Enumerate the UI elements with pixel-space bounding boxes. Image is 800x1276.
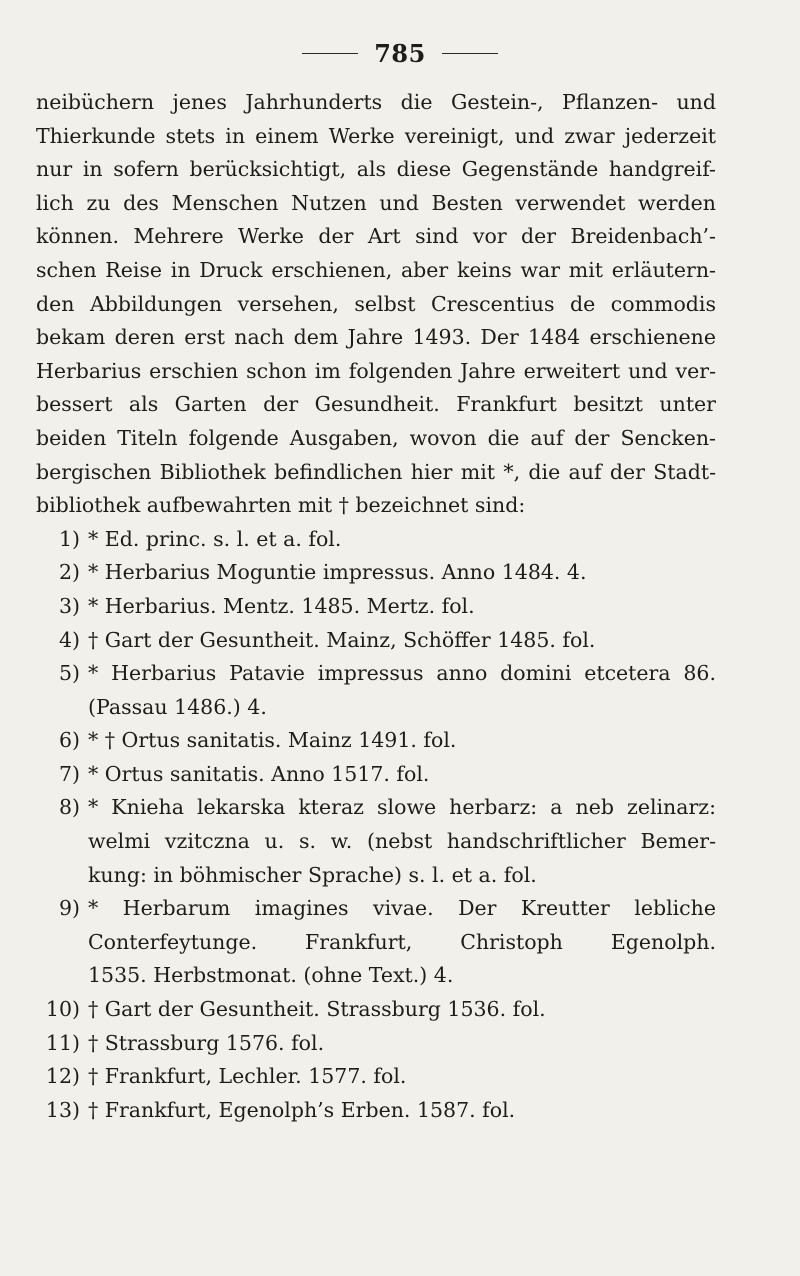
item-number: 1) <box>58 526 80 551</box>
item-text-continuation: Conterfeytunge. Frankfurt, Christoph Egenolph. <box>88 929 716 954</box>
page-number: 785 <box>374 38 426 68</box>
item-number: 9) <box>58 896 80 921</box>
item-number: 4) <box>58 627 80 652</box>
item-number: 11) <box>45 1030 80 1055</box>
item-text: * Ed. princ. s. l. et a. fol. <box>88 526 342 551</box>
item-text: * Herbarius Moguntie impressus. Anno 1484. 4. <box>88 560 587 585</box>
item-text: † Strassburg 1576. fol. <box>88 1030 325 1055</box>
text-line: bibliothek aufbewahrten mit † bezeichnet sind: <box>36 493 526 518</box>
text-line: können. Mehrere Werke der Art sind vor der Breidenbach’- <box>36 224 716 249</box>
list-item <box>36 724 716 758</box>
item-number: 3) <box>58 593 80 618</box>
list-item <box>36 556 716 590</box>
page-header <box>0 38 800 68</box>
list-item <box>36 791 716 825</box>
list-item <box>36 758 716 792</box>
list-item <box>36 993 716 1027</box>
text-line: beiden Titeln folgende Ausgaben, wovon die auf der Sencken- <box>36 425 716 450</box>
item-text: * Knieha lekarska kteraz slowe herbarz: a neb zelinarz: <box>88 795 716 820</box>
item-number: 13) <box>45 1097 80 1122</box>
item-text: * Herbarius. Mentz. 1485. Mertz. fol. <box>88 593 475 618</box>
page-body <box>36 86 716 1127</box>
text-line: Thierkunde stets in einem Werke vereinigt, und zwar jederzeit <box>36 123 716 148</box>
item-number: 10) <box>45 997 80 1022</box>
item-number: 7) <box>58 761 80 786</box>
text-line: bekam deren erst nach dem Jahre 1493. Der 1484 erschienene <box>36 325 716 350</box>
item-text-continuation: 1535. Herbstmonat. (ohne Text.) 4. <box>88 963 454 988</box>
text-line: bessert als Garten der Gesundheit. Frankfurt besitzt unter <box>36 392 716 417</box>
item-number: 2) <box>58 560 80 585</box>
edition-list <box>36 523 716 1128</box>
item-text-continuation: (Passau 1486.) 4. <box>88 694 267 719</box>
text-line: Herbarius erschien schon im folgenden Jahre erweitert und ver- <box>36 358 716 383</box>
text-line: lich zu des Menschen Nutzen und Besten verwendet werden <box>36 190 716 215</box>
item-text-continuation: kung: in böhmischer Sprache) s. l. et a. fol. <box>88 862 537 887</box>
item-text: * Herbarius Patavie impressus anno domini etcetera 86. <box>88 661 716 686</box>
item-text-continuation: welmi vzitczna u. s. w. (nebst handschriftlicher Bemer- <box>88 829 716 854</box>
text-line: schen Reise in Druck erschienen, aber keins war mit erläutern- <box>36 257 716 282</box>
list-item <box>36 523 716 557</box>
item-text: † Gart der Gesuntheit. Mainz, Schöffer 1485. fol. <box>88 627 596 652</box>
text-line: bergischen Bibliothek befindlichen hier mit *, die auf der Stadt- <box>36 459 716 484</box>
list-item <box>36 892 716 926</box>
item-text: * Ortus sanitatis. Anno 1517. fol. <box>88 761 430 786</box>
item-text: † Frankfurt, Lechler. 1577. fol. <box>88 1064 407 1089</box>
item-text: * † Ortus sanitatis. Mainz 1491. fol. <box>88 728 457 753</box>
text-line: nur in sofern berücksichtigt, als diese Gegenstände handgreif- <box>36 157 716 182</box>
list-item <box>36 1027 716 1061</box>
item-text: † Gart der Gesuntheit. Strassburg 1536. fol. <box>88 997 546 1022</box>
item-number: 8) <box>58 795 80 820</box>
list-item <box>36 657 716 691</box>
text-line: den Abbildungen versehen, selbst Crescentius de commodis <box>36 291 716 316</box>
header-rule-left <box>302 53 358 54</box>
header-rule-right <box>442 53 498 54</box>
item-text: * Herbarum imagines vivae. Der Kreutter lebliche <box>88 896 716 921</box>
item-text: † Frankfurt, Egenolph’s Erben. 1587. fol. <box>88 1097 516 1122</box>
item-number: 6) <box>58 728 80 753</box>
text-line: neibüchern jenes Jahrhunderts die Gestein-, Pflanzen- und <box>36 90 716 114</box>
list-item <box>36 1094 716 1128</box>
list-item <box>36 624 716 658</box>
item-number: 5) <box>58 661 80 686</box>
paragraph <box>36 86 716 523</box>
item-number: 12) <box>45 1064 80 1089</box>
list-item <box>36 1060 716 1094</box>
list-item <box>36 590 716 624</box>
